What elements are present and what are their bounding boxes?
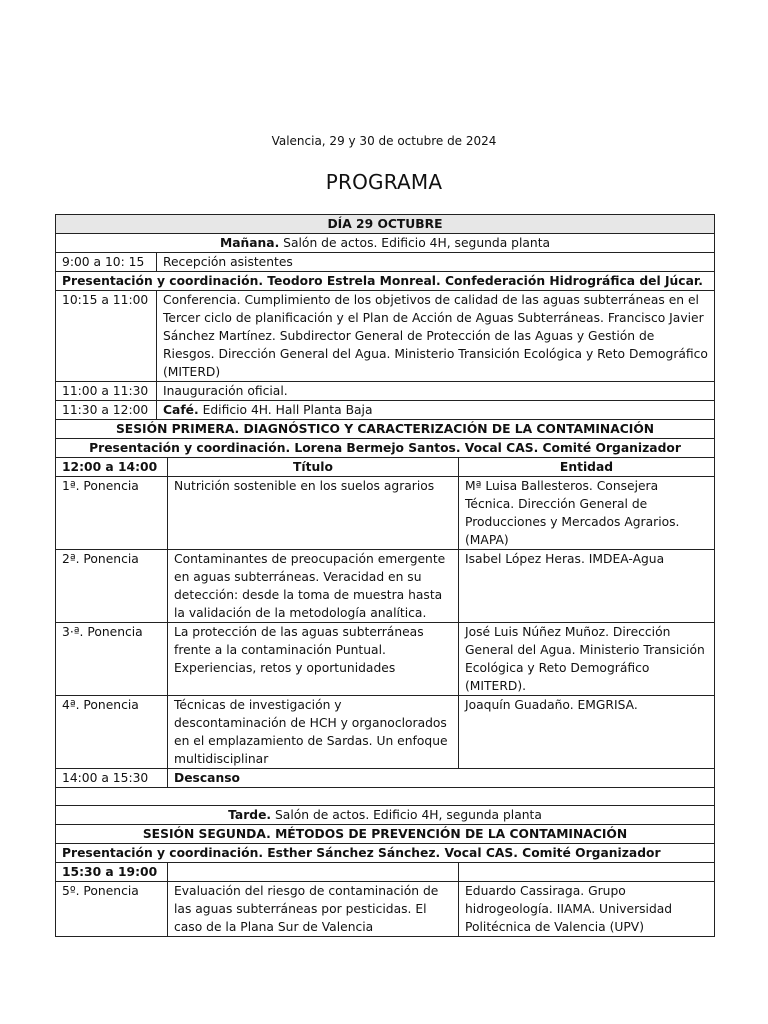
talk-entity: Mª Luisa Ballesteros. Consejera Técnica. Dirección General de Producciones y Mercados Agrarios. (MAPA)	[459, 477, 715, 550]
coffee-row	[56, 401, 715, 420]
reception-row	[56, 253, 715, 272]
talk-row	[56, 477, 715, 550]
talk-title: Técnicas de investigación y descontaminación de HCH y organoclorados en el emplazamiento de Sardas. Un enfoque multidisciplinar	[168, 696, 459, 769]
session2-coordination-row	[56, 844, 715, 863]
session2-time-row	[56, 863, 715, 882]
talk-label: 1ª. Ponencia	[56, 477, 168, 550]
page-title: PROGRAMA	[325, 170, 443, 194]
talk-entity: José Luis Núñez Muñoz. Dirección General del Agua. Ministerio Transición Ecológica y Reto Demográfico (MITERD).	[459, 623, 715, 696]
session1-time: 12:00 a 14:00	[56, 458, 168, 477]
talk-entity: Joaquín Guadaño. EMGRISA.	[459, 696, 715, 769]
afternoon-row	[56, 806, 715, 825]
session2-title: SESIÓN SEGUNDA. MÉTODOS DE PREVENCIÓN DE LA CONTAMINACIÓN	[56, 825, 715, 844]
inauguration-row	[56, 382, 715, 401]
empty-cell	[168, 863, 459, 882]
day-header: DÍA 29 OCTUBRE	[56, 215, 715, 234]
program-table	[55, 214, 715, 937]
session2-coordination: Presentación y coordinación. Esther Sánchez Sánchez. Vocal CAS. Comité Organizador	[56, 844, 715, 863]
conference-text: Conferencia. Cumplimiento de los objetivos de calidad de las aguas subterráneas en el Tercer ciclo de planificación y el Plan de Acción de Aguas Subterráneas. Francisco Javier Sánchez Martínez. Subdirector General de Protección de las Aguas y Gestión de Riesgos. Dirección General del Agua. Ministerio Transición Ecológica y Reto Demográfico (MITERD)	[157, 291, 715, 382]
col-title-header: Título	[168, 458, 459, 477]
place-date: Valencia, 29 y 30 de octubre de 2024	[271, 134, 497, 148]
col-entity-header: Entidad	[459, 458, 715, 477]
talk-label: 5º. Ponencia	[56, 882, 168, 937]
session1-coordination-row	[56, 439, 715, 458]
talk-label: 2ª. Ponencia	[56, 550, 168, 623]
coordination1: Presentación y coordinación. Teodoro Estrela Monreal. Confederación Hidrográfica del Júcar.	[56, 272, 715, 291]
talk-row	[56, 623, 715, 696]
rest-text: Descanso	[168, 769, 715, 788]
talk-title: La protección de las aguas subterráneas frente a la contaminación Puntual. Experiencias, retos y oportunidades	[168, 623, 459, 696]
session1-title: SESIÓN PRIMERA. DIAGNÓSTICO Y CARACTERIZACIÓN DE LA CONTAMINACIÓN	[56, 420, 715, 439]
coffee-label: Café.	[163, 403, 199, 417]
coordination1-row	[56, 272, 715, 291]
day-header-row	[56, 215, 715, 234]
session2-title-row	[56, 825, 715, 844]
talk-label: 4ª. Ponencia	[56, 696, 168, 769]
time-cell: 11:00 a 11:30	[56, 382, 157, 401]
time-cell: 10:15 a 11:00	[56, 291, 157, 382]
time-cell: 14:00 a 15:30	[56, 769, 168, 788]
morning-row	[56, 234, 715, 253]
time-cell: 11:30 a 12:00	[56, 401, 157, 420]
session1-title-row	[56, 420, 715, 439]
session1-col-header-row	[56, 458, 715, 477]
talk-title: Contaminantes de preocupación emergente en aguas subterráneas. Veracidad en su detección: desde la toma de muestra hasta la validación de la metodología analítica.	[168, 550, 459, 623]
time-cell: 9:00 a 10: 15	[56, 253, 157, 272]
afternoon-location: Salón de actos. Edificio 4H, segunda planta	[271, 808, 542, 822]
spacer-row	[56, 788, 715, 806]
inauguration-text: Inauguración oficial.	[157, 382, 715, 401]
morning-location: Salón de actos. Edificio 4H, segunda planta	[279, 236, 551, 250]
afternoon-label: Tarde.	[228, 808, 272, 822]
session2-time: 15:30 a 19:00	[56, 863, 168, 882]
talk-row	[56, 882, 715, 937]
empty-cell	[459, 863, 715, 882]
coffee-text: Edificio 4H. Hall Planta Baja	[198, 403, 373, 417]
conference-row	[56, 291, 715, 382]
reception-text: Recepción asistentes	[157, 253, 715, 272]
talk-label: 3·ª. Ponencia	[56, 623, 168, 696]
spacer-cell	[56, 788, 715, 806]
talk-title: Evaluación del riesgo de contaminación de las aguas subterráneas por pesticidas. El caso de la Plana Sur de Valencia	[168, 882, 459, 937]
talk-row	[56, 550, 715, 623]
session1-coordination: Presentación y coordinación. Lorena Bermejo Santos. Vocal CAS. Comité Organizador	[56, 439, 715, 458]
morning-label: Mañana.	[219, 236, 280, 250]
talk-row	[56, 696, 715, 769]
talk-entity: Eduardo Cassiraga. Grupo hidrogeología. IIAMA. Universidad Politécnica de Valencia (UPV)	[459, 882, 715, 937]
talk-title: Nutrición sostenible en los suelos agrarios	[168, 477, 459, 550]
rest-row	[56, 769, 715, 788]
talk-entity: Isabel López Heras. IMDEA-Agua	[459, 550, 715, 623]
